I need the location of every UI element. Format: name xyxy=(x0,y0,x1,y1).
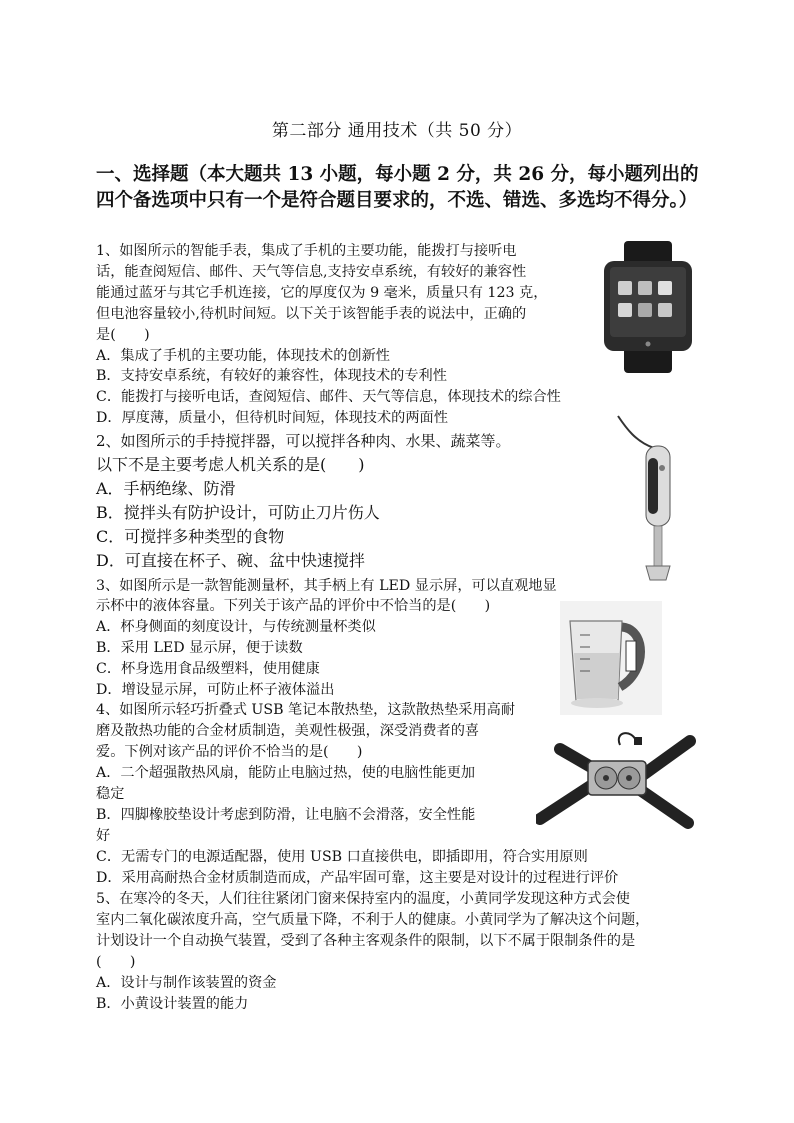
q1-option-c: C．能拨打与接听电话，查阅短信、邮件、天气等信息，体现技术的综合性 xyxy=(96,389,561,405)
part-title: 第二部分 通用技术（共 50 分） xyxy=(271,121,523,141)
q5-stem-line: 室内二氧化碳浓度升高，空气质量下降，不利于人的健康。小黄同学为了解决这个问题， xyxy=(96,912,650,928)
section-heading: 一、选择题（本大题共 13 小题，每小题 2 分，共 26 分，每小题列出的四个备选项中只有一个是符合题目要求的，不选、错选、多选均不得分。） xyxy=(96,164,699,211)
q2-option-a: A．手柄绝缘、防滑 xyxy=(96,479,236,498)
q1-stem-line: 1、如图所示的智能手表，集成了手机的主要功能，能拨打与接听电 xyxy=(96,243,517,259)
q2-option-b: B．搅拌头有防护设计，可防止刀片伤人 xyxy=(96,503,380,522)
q3-option-a: A．杯身侧面的刻度设计，与传统测量杯类似 xyxy=(96,619,376,635)
q5-stem-line: 计划设计一个自动换气装置，受到了各种主客观条件的限制，以下不属于限制条件的是 xyxy=(96,933,636,949)
q1-option-a: A．集成了手机的主要功能，体现技术的创新性 xyxy=(96,348,390,364)
q1-stem-line: 但电池容量较小,待机时间短。以下关于该智能手表的说法中，正确的 xyxy=(96,306,527,322)
q1-stem-line: 是( ) xyxy=(96,327,150,343)
cooling-pad-image xyxy=(536,727,696,829)
q3-option-b: B．采用 LED 显示屏，便于读数 xyxy=(96,640,303,656)
q2-option-c: C．可搅拌多种类型的食物 xyxy=(96,527,285,546)
q2-stem-line: 2、如图所示的手持搅拌器，可以搅拌各种肉、水果、蔬菜等。 xyxy=(96,432,511,450)
q1-option-d: D．厚度薄，质量小，但待机时间短，体现技术的两面性 xyxy=(96,410,448,426)
q1-option-b: B．支持安卓系统，有较好的兼容性，体现技术的专利性 xyxy=(96,368,447,384)
q1-stem-line: 话，能查阅短信、邮件、天气等信息,支持安卓系统，有较好的兼容性 xyxy=(96,264,527,280)
q5-option-b: B．小黄设计装置的能力 xyxy=(96,996,249,1012)
q4-option-a-cont: 稳定 xyxy=(96,786,125,802)
q4-option-c: C．无需专门的电源适配器，使用 USB 口直接供电，即插即用，符合实用原则 xyxy=(96,849,588,865)
smartwatch-image xyxy=(596,241,700,373)
q5-stem-line: 5、在寒冷的冬天，人们往往紧闭门窗来保持室内的温度，小黄同学发现这种方式会使 xyxy=(96,891,630,907)
q4-stem-line: 磨及散热功能的合金材质制造，美观性极强，深受消费者的喜 xyxy=(96,723,480,739)
q4-option-d: D．采用高耐热合金材质制造而成，产品牢固可靠，这主要是对设计的过程进行评价 xyxy=(96,870,619,886)
q3-stem-line: 示杯中的液体容量。下列关于该产品的评价中不恰当的是( ) xyxy=(96,598,491,614)
q5-stem-line: ( ) xyxy=(96,954,136,970)
q2-option-d: D．可直接在杯子、碗、盆中快速搅拌 xyxy=(96,551,365,570)
q4-stem-line: 爱。下例对该产品的评价不恰当的是( ) xyxy=(96,744,363,760)
q4-option-a: A．二个超强散热风扇，能防止电脑过热，使的电脑性能更加 xyxy=(96,765,476,781)
measuring-cup-image xyxy=(560,601,662,715)
q3-option-d: D．增设显示屏，可防止杯子液体溢出 xyxy=(96,682,335,698)
q4-option-b-cont: 好 xyxy=(96,828,111,844)
q1-stem-line: 能通过蓝牙与其它手机连接，它的厚度仅为 9 毫米，质量只有 123 克， xyxy=(96,285,548,301)
q2-stem-line: 以下不是主要考虑人机关系的是( ) xyxy=(96,455,365,474)
q3-stem-line: 3、如图所示是一款智能测量杯，其手柄上有 LED 显示屏，可以直观地显 xyxy=(96,578,557,594)
q5-option-a: A．设计与制作该装置的资金 xyxy=(96,975,277,991)
q4-option-b: B．四脚橡胶垫设计考虑到防滑，让电脑不会滑落，安全性能 xyxy=(96,807,476,823)
q3-option-c: C．杯身选用食品级塑料，使用健康 xyxy=(96,661,320,677)
hand-blender-image xyxy=(612,414,684,586)
q4-stem-line: 4、如图所示轻巧折叠式 USB 笔记本散热垫，这款散热垫采用高耐 xyxy=(96,702,516,718)
